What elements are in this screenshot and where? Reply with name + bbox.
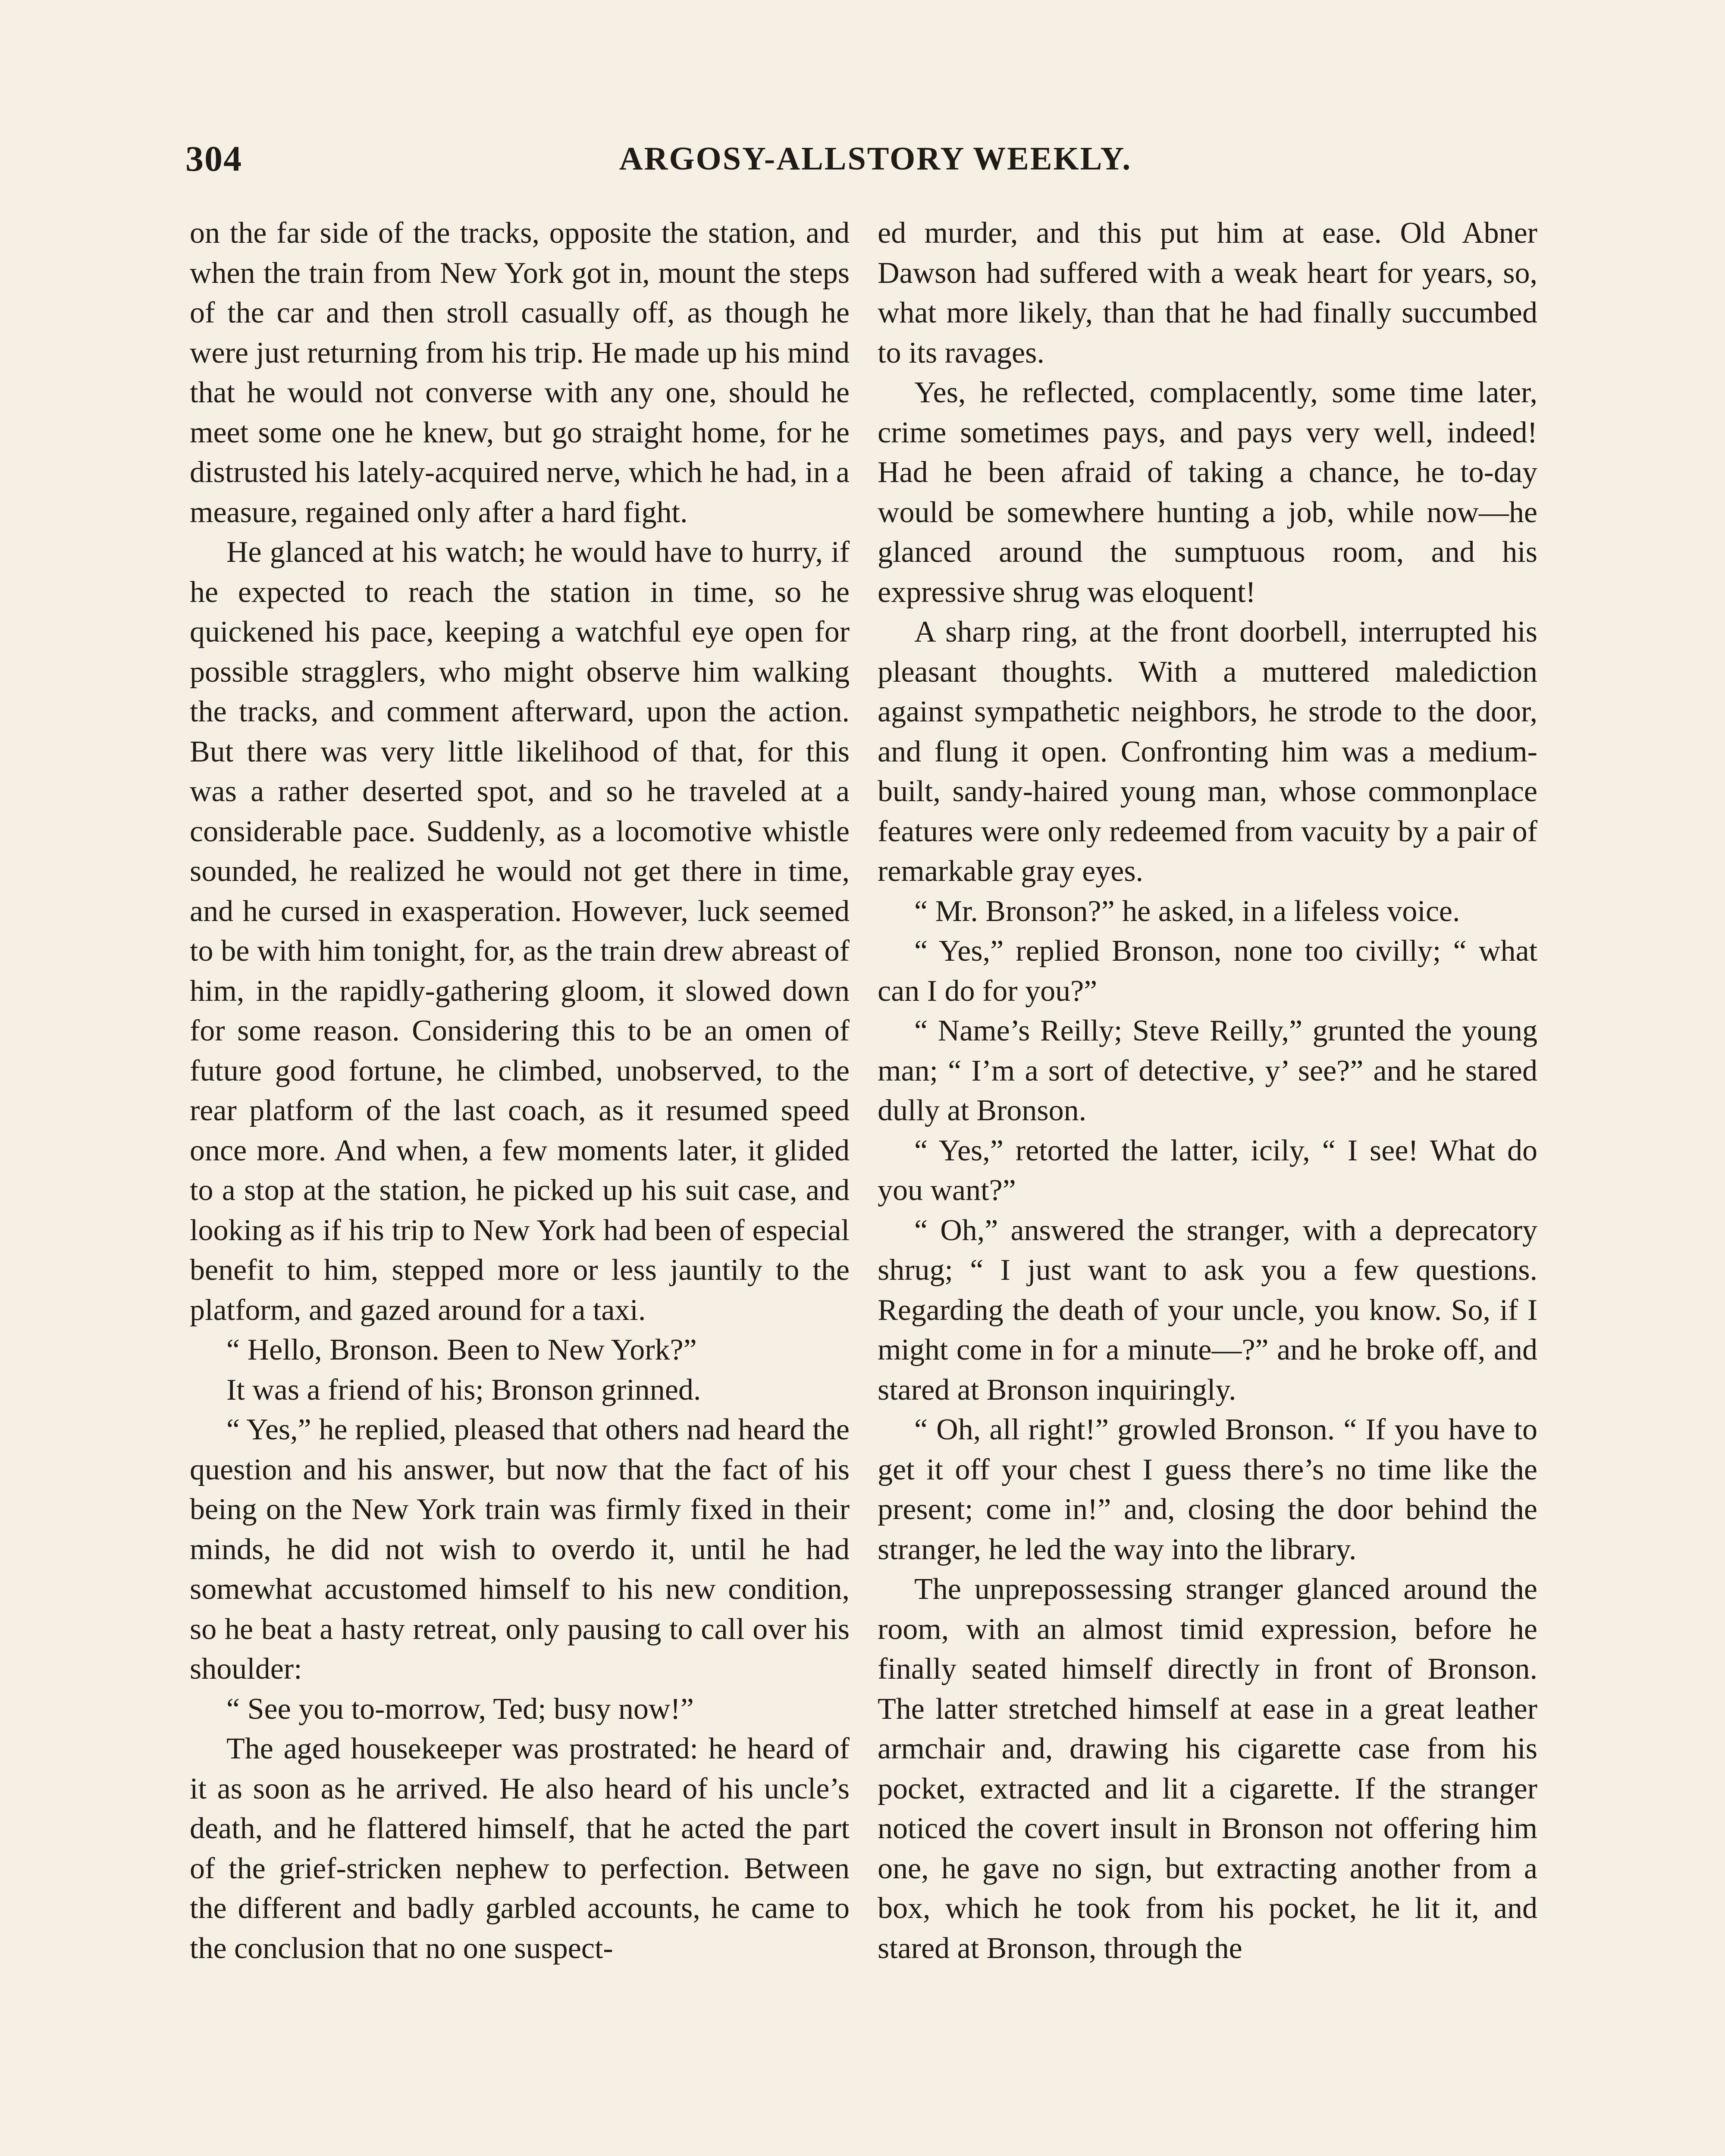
- paragraph: The aged housekeeper was prostrated: he heard of it as soon as he arrived. He also heard of his uncle’s death, and he flattered himself, that he acted the part of the grief-stricken nephew to perfection. Between the different and badly garbled accounts, he came to the conclusion that no one suspect-: [190, 1732, 850, 1965]
- paragraph: “ Mr. Bronson?” he asked, in a lifeless voice.: [914, 894, 1460, 928]
- paragraph: “ Yes,” replied Bronson, none too civilly; “ what can I do for you?”: [878, 934, 1537, 1008]
- paragraph: “ See you to-morrow, Ted; busy now!”: [226, 1692, 694, 1726]
- running-head: ARGOSY-ALLSTORY WEEKLY.: [619, 141, 1132, 177]
- paragraph: The unprepossessing stranger glanced around the room, with an almost timid expression, before he finally seated himself directly in front of Bronson. The latter stretched himself at ease in a great leather armchair and, drawing his cigarette case from his pocket, extracted and lit a cigarette. If the stranger noticed the covert insult in Bronson not offering him one, he gave no sign, but extracting another from a box, which he took from his pocket, he lit it, and stared at Bronson, through the: [878, 1573, 1537, 1965]
- paragraph: A sharp ring, at the front doorbell, interrupted his pleasant thoughts. With a muttered malediction against sympathetic neighbors, he strode to the door, and flung it open. Confronting him was a medium-built, sandy-haired young man, whose commonplace features were only redeemed from vacuity by a pair of remarkable gray eyes.: [878, 615, 1537, 888]
- paragraph: “ Oh,” answered the stranger, with a deprecatory shrug; “ I just want to ask you a few questions. Regarding the death of your uncle, you know. So, if I might come in for a minute—?” and he broke off, and stared at Bronson inquiringly.: [878, 1213, 1537, 1407]
- left-column: [190, 213, 850, 1968]
- paragraph: ed murder, and this put him at ease. Old Abner Dawson had suffered with a weak heart for years, so, what more likely, than that he had finally succumbed to its ravages.: [878, 216, 1537, 370]
- paragraph: “ Yes,” retorted the latter, icily, “ I see! What do you want?”: [878, 1134, 1537, 1207]
- paragraph: on the far side of the tracks, opposite the station, and when the train from New York got in, mount the steps of the car and then stroll casually off, as though he were just returning from his trip. He made up his mind that he would not converse with any one, should he meet some one he knew, but go straight home, for he distrusted his lately-acquired nerve, which he had, in a measure, regained only after a hard fight.: [190, 216, 850, 529]
- paragraph: “ Hello, Bronson. Been to New York?”: [226, 1333, 697, 1366]
- paragraph: Yes, he reflected, complacently, some time later, crime sometimes pays, and pays very well, indeed! Had he been afraid of taking a chance, he to-day would be somewhere hunting a job, while now—he glanced around the sumptuous room, and his expressive shrug was eloquent!: [878, 376, 1537, 609]
- paragraph: “ Oh, all right!” growled Bronson. “ If you have to get it off your chest I guess there’s no time like the present; come in!” and, closing the door behind the stranger, he led the way into the library.: [878, 1413, 1537, 1566]
- paragraph: “ Name’s Reilly; Steve Reilly,” grunted the young man; “ I’m a sort of detective, y’ see?” and he stared dully at Bronson.: [878, 1014, 1537, 1127]
- right-column: [878, 213, 1537, 1968]
- paragraph: “ Yes,” he replied, pleased that others nad heard the question and his answer, but now that the fact of his being on the New York train was firmly fixed in their minds, he did not wish to overdo it, until he had somewhat accustomed himself to his new condition, so he beat a hasty retreat, only pausing to call over his shoulder:: [190, 1413, 850, 1686]
- page-number: 304: [185, 139, 242, 179]
- paragraph: It was a friend of his; Bronson grinned.: [226, 1373, 701, 1407]
- paragraph: He glanced at his watch; he would have to hurry, if he expected to reach the station in time, so he quickened his pace, keeping a watchful eye open for possible stragglers, who might observe him walking the tracks, and comment afterward, upon the action. But there was very little likelihood of that, for this was a rather deserted spot, and so he traveled at a considerable pace. Suddenly, as a locomotive whistle sounded, he realized he would not get there in time, and he cursed in exasperation. However, luck seemed to be with him tonight, for, as the train drew abreast of him, in the rapidly-gathering gloom, it slowed down for some reason. Considering this to be an omen of future good fortune, he climbed, unobserved, to the rear platform of the last coach, as it resumed speed once more. And when, a few moments later, it glided to a stop at the station, he picked up his suit case, and looking as if his trip to New York had been of especial benefit to him, stepped more or less jauntily to the platform, and gazed around for a taxi.: [190, 536, 850, 1327]
